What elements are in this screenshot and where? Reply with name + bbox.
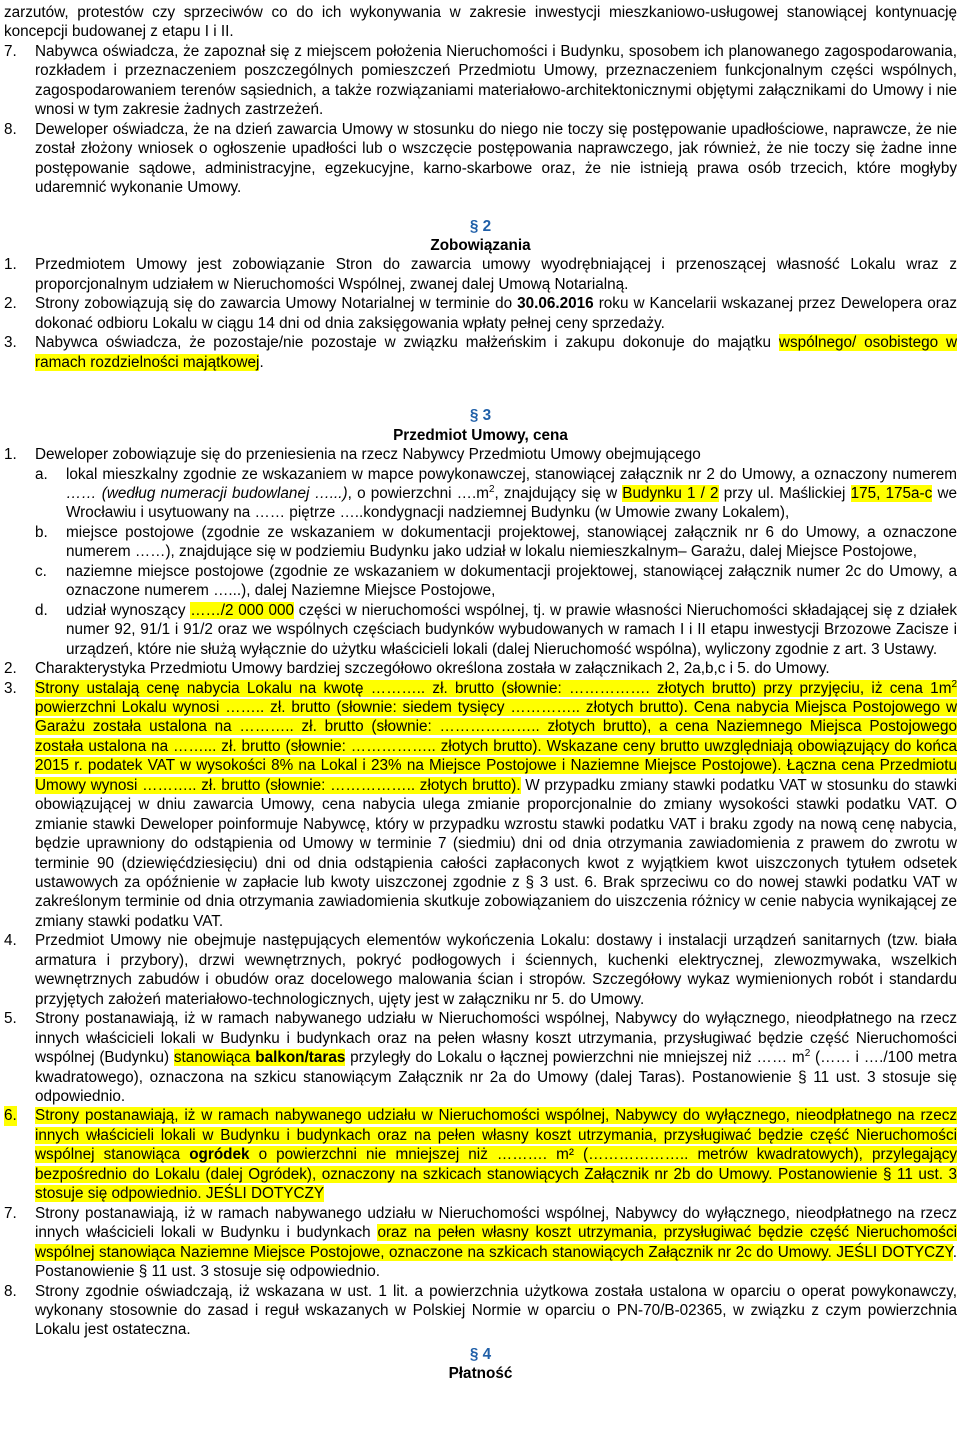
item-text: Deweloper oświadcza, że na dzień zawarcia Umowy w stosunku do niego nie toczy się postępowanie upadłościowe, naprawcze, że nie został złożony wniosek o ogłoszenie upadłości lub o wszczęcie postępowania naprawczego, jak również, że nie toczy się żadne inne postępowanie sądowe, administracyjne, egzekucyjne, karno-skarbowe oraz, że nie istnieją prawa osób trzecich, które mogłyby udaremnić wykonanie Umowy. [35, 120, 957, 197]
item-number: 3. [4, 679, 17, 697]
item-number: 7. [4, 42, 17, 60]
item-number: 7. [4, 1204, 17, 1222]
section3-item-6 [4, 1106, 957, 1203]
section3-item-4: 4. Przedmiot Umowy nie obejmuje następujących elementów wykończenia Lokalu: dostawy i instalacji urządzeń sanitarnych (tzw. biała armatura i przybory), drzwi wewnętrznych, pokryć podłogowych i ściennych, kuchenki elektrycznej, zlewozmywaka, wszelkich wewnętrznych zabudów i obudów oraz docelowego malowania ścian i stropów. Szczegółowy wykaz wymienionych robót i standardu przyjętych założeń materiałowo-technologicznych, ujęty jest w załączniku nr 5. do Umowy. [4, 932, 957, 1008]
item-number: 6. [4, 1107, 17, 1125]
section2-item-1 [4, 255, 957, 294]
section3-title: Przedmiot Umowy, cena [393, 426, 568, 444]
item-number: 8. [4, 120, 17, 138]
section1-item-7 [4, 42, 957, 120]
garden-clause: Strony postanawiają, iż w ramach nabywanego udziału w Nieruchomości wspólnej, Nabywcy do wyłącznego, nieodpłatnego na rzecz innych właścicieli lokali w Budynku i budynkach oraz na pełen własny koszt utrzymania, przysługiwać będzie część Nieruchomości wspólnej stanowiąca ogródek o powierzchni nie mniejszej niż ………. m² (……………….. metrów kwadratowych), przylegający bezpośrednio do Lokalu (dalej Ogródek), oznaczony na szkicach stanowiących Załącznik nr 2b do Umowy. Postanowienie § 11 ust. 3 stosuje się odpowiednio. JEŚLI DOTYCZY [35, 1107, 957, 1203]
subitem-letter: d. [35, 601, 48, 619]
price-clause: Strony ustalają cenę nabycia Lokalu na kwotę ……….. zł. brutto (słownie: ……………. złotych brutto) przy przyjęciu, iż cena $1m^2$ powierzchni Lokalu wynosi …….. zł. brutto (słownie: siedem tysięcy ………….. złotych brutto). Cena nabycia Miejsca Postojowego w Garażu została ustalona na ……….. zł. brutto (słownie: ……………….. złotych brutto), a cena Naziemnego Miejsca Postojowego została ustalona na ……... zł. brutto (słownie: …………….. złotych brutto). Wskazane ceny brutto uwzględniają obowiązujący do końca 2015 r. podatek VAT w wysokości 8% na Lokal i 23% na Miejsce Postojowe i Naziemne Miejsce Postojowe). Łączna cena Przedmiotu Umowy wynosi ……….. zł. brutto (słownie: …………….. złotych brutto). [35, 678, 957, 794]
item-number: 2. [4, 660, 17, 678]
item-text: Deweloper zobowiązuje się do przeniesienia na rzecz Nabywcy Przedmiotu Umowy obejmującego [35, 446, 701, 464]
section3-item-7: 7. Strony postanawiają, iż w ramach nabywanego udziału w Nieruchomości wspólnej, Nabywcy do wyłącznego, nieodpłatnego na rzecz innych właścicieli lokali w Budynku i budynkach oraz na pełen własny koszt utrzymania, przysługiwać będzie część Nieruchomości wspólnej stanowiąca Naziemne Miejsce Postojowe, oznaczone na szkicach stanowiących Załącznik nr 2c do Umowy. JEŚLI DOTYCZY. Postanowienie § 11 ust. 3 stosuje się odpowiednio. [4, 1204, 957, 1281]
building-number: Budynku 1 / 2 [622, 484, 719, 502]
item-number: 4. [4, 932, 17, 950]
section3-item-1 [4, 445, 957, 464]
item-number: 8. [4, 1282, 17, 1300]
section4-symbol: § 4 [469, 1345, 492, 1363]
subitem-letter: c. [35, 562, 47, 580]
section4-title: Płatność [448, 1365, 513, 1383]
subitem-a: a. lokal mieszkalny zgodnie ze wskazaniem w mapce powykonawczej, stanowiącej załącznik nr 2 do Umowy, a oznaczony numerem …… (według numeracji budowlanej …...), o powierzchni $\dots.m^2$, znajdujący się w Budynku 1 / 2 przy ul. Maślickiej 175, 175a-c we Wrocławiu i usytuowany na …… piętrze …..kondygnacji nadziemnej Budynku (w Umowie zwany Lokalem), [35, 465, 958, 522]
item-number: 2. [4, 295, 17, 313]
item-text: Przedmiotem Umowy jest zobowiązanie Stron do zawarcia umowy wyodrębniającej i przenoszącej własność Lokalu wraz z proporcjonalnym udziałem w Nieruchomości Wspólnej, zwanej dalej Umową Notarialną. [35, 256, 957, 293]
item-number: 1. [4, 446, 17, 464]
subitem-c: c. naziemne miejsce postojowe (zgodnie ze wskazaniem w dokumentacji projektowej, stanowiącej załącznik numer 2c do Umowy, a oznaczone numerem …...), dalej Naziemne Miejsce Postojowe, [35, 562, 957, 600]
street-number: 175, 175a-c [850, 484, 933, 502]
section2-item-2: 2. Strony zobowiązują się do zawarcia Umowy Notarialnej w terminie do 30.06.2016 roku w Kancelarii wskazanej przez Dewelopera oraz dokonać odbioru Lokalu w ciągu 14 dni od dnia zaksięgowania wpłaty pełnej ceny sprzedaży. [4, 295, 957, 332]
deadline-date: 30.06.2016 [517, 295, 594, 313]
section2-title: Zobowiązania [430, 236, 531, 254]
item-number: 3. [4, 334, 17, 352]
share-fraction: ……/2 000 000 [190, 601, 294, 619]
subitem-letter: a. [35, 465, 48, 483]
section3-item-2: 2. Charakterystyka Przedmiotu Umowy bardziej szczegółowo określona została w załącznikach 2, 2a,b,c i 5. do Umowy. [4, 660, 830, 678]
section3-item-5: 5. Strony postanawiają, iż w ramach nabywanego udziału w Nieruchomości wspólnej, Nabywcy do wyłącznego, nieodpłatnego na rzecz innych właścicieli lokali w Budynku i budynkach oraz na pełen własny koszt utrzymania, przysługiwać będzie część Nieruchomości wspólnej (Budynku) stanowiąca balkon/taras przyległy do Lokalu o łącznej powierzchni nie mniejszej niż …… $m^2$ (…… i …./100 metra kwadratowego), oznaczona na szkicu stanowiącym Załącznik nr 2a do Umowy (dalej Taras). Postanowienie § 11 ust. 3 stosuje się odpowiednio. [4, 1010, 958, 1106]
section2-symbol: § 2 [469, 217, 492, 235]
subitem-letter: b. [35, 523, 48, 541]
item-number: 5. [4, 1010, 17, 1028]
section2-item-3: 3. Nabywca oświadcza, że pozostaje/nie pozostaje w związku małżeńskim i zakupu dokonuje do majątku wspólnego/ osobistego w ramach rozdzielności majątkowej. [4, 334, 957, 371]
item-number: 1. [4, 256, 17, 274]
highlighted-text: stanowiąca balkon/taras [173, 1049, 346, 1067]
highlighted-text: wspólnego/ osobistego w ramach rozdzielności majątkowej [35, 334, 957, 371]
item-text: Nabywca oświadcza, że zapoznał się z miejscem położenia Nieruchomości i Budynku, sposobem ich planowanego zagospodarowania, rozkładem i przeznaczeniem poszczególnych pomieszczeń Przedmiotu Umowy, przeznaczeniem funkcjonalnym części wspólnych, zagospodarowaniem terenów sąsiednich, a także rozwiązaniami materiałowo-architektonicznymi objętymi załącznikami do Umowy i nie wnosi w tym zakresie żadnych zastrzeżeń. [35, 42, 957, 119]
subitem-d: d. udział wynoszący ……/2 000 000 części w nieruchomości wspólnej, tj. w prawie własności Nieruchomości składającej się z działek numer 92, 91/1 i 91/2 oraz we wspólnych częściach budynków wybudowanych w ramach I i II etapu inwestycji Brzozowe Zacisze i urządzeń, które nie służą wyłącznie do użytku właścicieli lokali (dalej Nieruchomość wspólna), wyliczony zgodnie z art. 3 Ustawy. [35, 601, 957, 658]
subitem-b: b. miejsce postojowe (zgodnie ze wskazaniem w dokumentacji projektowej, stanowiącej załącznik nr 6 do Umowy, a oznaczone numerem ……), znajdujące się w podziemiu Budynku jako udział w lokalu niemieszkalnym– Garażu, dalej Miejsce Postojowe, [35, 523, 957, 561]
section3-item-8: 8. Strony zgodnie oświadczają, iż wskazana w ust. 1 lit. a powierzchnia użytkowa została ustalona w oparciu o operat powykonawczy, wykonany stosownie do zasad i reguł wskazanych w Polskiej Normie w oparciu o PN-70/B-02365, w związku z czym powierzchnia Lokalu jest ostateczna. [4, 1282, 957, 1339]
top-paragraph: zarzutów, protestów czy sprzeciwów co do ich wykonywania w zakresie inwestycji mieszkaniowo-usługowej stanowiącej kontynuację koncepcji budowanej z etapu I i II. [4, 4, 957, 41]
section3-item-3: 3. Strony ustalają cenę nabycia Lokalu na kwotę ……….. zł. brutto (słownie: ……………. złotych brutto) przy przyjęciu, iż cena $1m^2$ powierzchni Lokalu wynosi …….. zł. brutto (słownie: siedem tysięcy ………….. złotych brutto). Cena nabycia Miejsca Postojowego w Garażu została ustalona na ……….. zł. brutto (słownie: ……………….. złotych brutto), a cena Naziemnego Miejsca Postojowego została ustalona na ……... zł. brutto (słownie: …………….. złotych brutto). Wskazane ceny brutto uwzględniają obowiązujący do końca 2015 r. podatek VAT w wysokości 8% na Lokal i 23% na Miejsce Postojowe i Naziemne Miejsce Postojowe). Łączna cena Przedmiotu Umowy wynosi ……….. zł. brutto (słownie: …………….. złotych brutto). W przypadku zmiany stawki podatku VAT w stosunku do stawki obowiązującej w dniu zawarcia Umowy, cena nabycia ulega zmianie proporcjonalnie do zmiany wysokości stawki podatku VAT. O zmianie stawki Deweloper poinformuje Nabywcę, który w przypadku wzrostu stawki podatku VAT i braku zgody na nową cenę nabycia, będzie uprawniony do odstąpienia od Umowy w terminie 7 (siedmiu) dni od dnia otrzymania zawiadomienia z prawem do zwrotu w terminie 90 (dziewięćdziesięciu) dni od dnia odstąpienia całości zapłaconych kwot z wyjątkiem kwot uiszczonych tytułem odsetek ustawowych za opóźnienie w zapłacie lub kwoty uiszczonej zgodnie z § 3 ust. 6. Brak sprzeciwu co do nowej stawki podatku VAT w zakreślonym terminie od dnia otrzymania zawiadomienia skutkuje zobowiązaniem do uiszczenia różnicy w cenie nabycia wynikającej ze zmiany stawki podatku VAT. [4, 678, 958, 930]
highlighted-text: oraz na pełen własny koszt utrzymania, przysługiwać będzie część Nieruchomości wspólnej stanowiąca Naziemne Miejsce Postojowe, oznaczone na szkicach stanowiących Załącznik nr 2c do Umowy. JEŚLI DOTYCZY [35, 1224, 957, 1261]
section1-item-8 [4, 120, 957, 198]
section3-symbol: § 3 [469, 407, 492, 425]
